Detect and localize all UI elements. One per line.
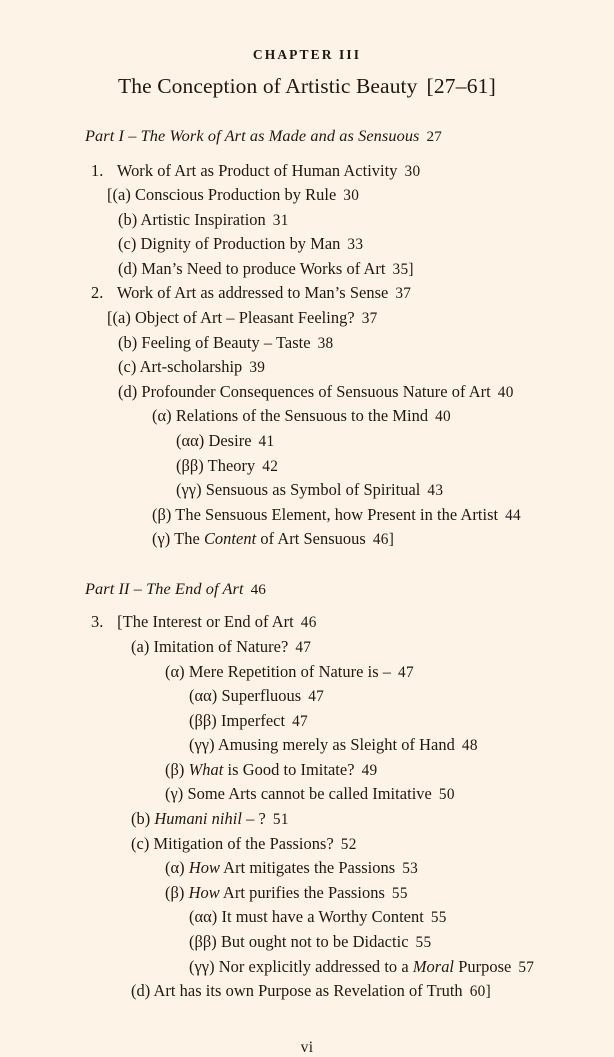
toc-entry-page: 48: [461, 737, 478, 755]
toc-entry-page: 38: [317, 334, 334, 352]
toc-entry-marker: (ββ): [189, 710, 217, 730]
toc-entry[interactable]: [0, 503, 614, 528]
toc-entry-title: Profounder Consequences of Sensuous Nature of Art: [141, 381, 491, 401]
toc-entry-title-part: is Good to Imitate?: [223, 759, 355, 779]
toc-entry-title: Work of Art as Product of Human Activity: [116, 160, 398, 180]
toc-entry-marker: (αα): [176, 431, 205, 451]
part-2-page: 46: [250, 581, 266, 599]
toc-entry-title: [189, 858, 395, 877]
toc-entry-title: [189, 760, 355, 779]
toc-entry-page: 41: [258, 433, 275, 451]
part-1-heading: [0, 98, 614, 144]
toc-entry-marker: (ββ): [189, 932, 217, 952]
toc-entry-title: Man’s Need to produce Works of Art: [141, 258, 386, 278]
toc-entry[interactable]: [0, 331, 614, 356]
toc-entry-page: 52: [340, 835, 357, 853]
toc-entry-page: 47: [308, 688, 325, 706]
toc-entry[interactable]: [0, 232, 614, 257]
toc-entry-title-part: – ?: [242, 809, 266, 829]
toc-entry-marker: (α): [165, 858, 185, 878]
toc-entry[interactable]: [0, 955, 614, 980]
toc-entry[interactable]: [0, 832, 614, 857]
toc-entry-page: 40: [435, 408, 451, 426]
toc-entry-title-part: Art mitigates the Passions: [219, 858, 396, 878]
toc-entry-title: [174, 529, 366, 548]
toc-entry-marker: (d): [118, 381, 138, 401]
toc-entry-page: 53: [402, 860, 419, 878]
chapter-title: [0, 62, 614, 99]
part-1-heading-text: Part I – The Work of Art as Made and as Sensuous: [85, 126, 420, 146]
toc-entry-title-part: The: [174, 529, 204, 549]
toc-entry-title: Some Arts cannot be called Imitative: [187, 784, 432, 804]
toc-entry-title-emphasis: What: [188, 759, 224, 779]
toc-entry-marker: (d): [131, 981, 151, 1001]
toc-entry-marker: (γ): [165, 784, 184, 804]
toc-entry-marker: (γγ): [189, 735, 215, 755]
toc-entry[interactable]: [0, 856, 614, 881]
toc-entry-marker: (b): [118, 209, 138, 229]
toc-entry-title: [154, 809, 265, 828]
toc-entry[interactable]: [0, 930, 614, 955]
toc-entry[interactable]: [0, 355, 614, 380]
part-2-heading-text: Part II – The End of Art: [85, 579, 244, 599]
toc-entry-title: Mitigation of the Passions?: [153, 833, 334, 853]
toc-entry[interactable]: [0, 660, 614, 685]
toc-entry[interactable]: [0, 380, 614, 405]
toc-entry[interactable]: [0, 733, 614, 758]
toc-entry-title: The Sensuous Element, how Present in the Artist: [175, 504, 499, 524]
toc-entry-title: Amusing merely as Sleight of Hand: [217, 735, 455, 755]
toc-entry-title: Theory: [207, 455, 256, 475]
toc-entry-page: 44: [505, 506, 522, 524]
toc-entry[interactable]: [0, 527, 614, 552]
toc-entry-marker: (γ): [152, 529, 171, 549]
toc-list-part-2: [0, 597, 614, 1004]
toc-entry-page: 55: [430, 909, 447, 927]
toc-entry-title: Desire: [208, 431, 252, 451]
toc-entry[interactable]: [0, 807, 614, 832]
toc-entry-title-part: Purpose: [454, 956, 512, 976]
toc-entry-page: 33: [347, 236, 364, 254]
toc-entry-page: 57: [518, 958, 535, 976]
toc-entry-page: 47: [295, 638, 312, 656]
page-folio: vi: [300, 1038, 314, 1056]
part-1-page: 27: [426, 128, 442, 146]
toc-entry[interactable]: [0, 454, 614, 479]
toc-entry[interactable]: [0, 478, 614, 503]
chapter-page-range: [27–61]: [426, 73, 496, 98]
toc-entry-title-part: of Art Sensuous: [256, 529, 366, 549]
toc-entry-marker: 1.: [91, 160, 104, 180]
toc-entry-title: It must have a Worthy Content: [221, 907, 424, 927]
toc-entry-title-emphasis: Moral: [412, 956, 455, 976]
toc-entry-title: Dignity of Production by Man: [140, 234, 341, 254]
toc-entry-title: Art has its own Purpose as Revelation of Truth: [153, 981, 463, 1001]
toc-entry-marker: (a): [131, 636, 150, 656]
toc-entry-page: 47: [292, 712, 309, 730]
toc-entry-title: Art-scholarship: [139, 357, 243, 377]
toc-entry-marker: [(a): [107, 185, 131, 205]
toc-entry-page: 46: [300, 614, 317, 632]
toc-entry-marker: (b): [131, 809, 151, 829]
toc-entry-title: Sensuous as Symbol of Spiritual: [205, 480, 421, 500]
toc-entry[interactable]: [0, 979, 614, 1004]
toc-entry-page: 37: [361, 310, 378, 328]
toc-entry-title-part: Nor explicitly addressed to a: [218, 956, 413, 976]
toc-entry-page: 51: [272, 811, 289, 829]
toc-entry-page: 37: [395, 285, 412, 303]
toc-entry-marker: (α): [152, 406, 172, 426]
toc-entry-marker: (ββ): [176, 455, 204, 475]
toc-entry-marker: (β): [165, 882, 185, 902]
toc-entry[interactable]: [0, 306, 614, 331]
toc-entry-title-emphasis: Content: [203, 529, 257, 549]
toc-entry-page: 55: [391, 884, 408, 902]
toc-entry[interactable]: [0, 758, 614, 783]
toc-entry[interactable]: [0, 709, 614, 734]
toc-entry-page: 31: [272, 211, 289, 229]
toc-entry-page: 46]: [372, 531, 395, 549]
toc-entry-title: [219, 957, 512, 976]
toc-entry-title-part: Art purifies the Passions: [219, 882, 385, 902]
toc-entry-page: 49: [361, 761, 378, 779]
toc-entry-marker: (β): [152, 504, 172, 524]
toc-entry-title: Object of Art – Pleasant Feeling?: [135, 308, 355, 328]
toc-entry[interactable]: [0, 635, 614, 660]
toc-entry-title-emphasis: How: [188, 858, 220, 878]
toc-entry-title: [189, 883, 385, 902]
toc-entry-title: Conscious Production by Rule: [135, 185, 337, 205]
toc-entry-title: [The Interest or End of Art: [117, 612, 294, 632]
toc-entry-marker: [(a): [107, 308, 131, 328]
part-2-heading: [0, 552, 614, 597]
toc-entry-marker: (γγ): [189, 956, 215, 976]
toc-entry[interactable]: [0, 782, 614, 807]
toc-entry[interactable]: [0, 281, 614, 306]
toc-entry[interactable]: [0, 183, 614, 208]
toc-entry-page: 35]: [392, 260, 414, 278]
toc-entry-page: 42: [262, 457, 279, 475]
toc-entry-title: Superfluous: [221, 686, 302, 706]
toc-entry-marker: (β): [165, 759, 185, 779]
toc-entry-marker: 2.: [91, 283, 104, 303]
toc-entry-marker: (α): [165, 661, 185, 681]
toc-entry-marker: (d): [118, 258, 138, 278]
toc-entry[interactable]: [0, 404, 614, 429]
toc-entry-page: 43: [427, 482, 444, 500]
chapter-title-text: The Conception of Artistic Beauty: [118, 73, 418, 98]
toc-entry-marker: (c): [131, 833, 150, 853]
toc-entry[interactable]: [0, 429, 614, 454]
toc-entry-title: Mere Repetition of Nature is –: [188, 661, 392, 681]
toc-entry-title: Imitation of Nature?: [153, 636, 289, 656]
toc-entry[interactable]: [0, 208, 614, 233]
toc-entry-title: Relations of the Sensuous to the Mind: [175, 406, 429, 426]
toc-entry-title-emphasis: How: [188, 882, 220, 902]
toc-entry-page: 50: [438, 786, 455, 804]
toc-entry-page: 39: [249, 359, 266, 377]
toc-entry[interactable]: [0, 257, 614, 282]
toc-entry-page: 55: [415, 934, 432, 952]
chapter-label: CHAPTER III: [252, 47, 362, 62]
toc-entry[interactable]: [0, 597, 614, 635]
toc-entry-marker: (γγ): [176, 480, 202, 500]
toc-entry-marker: (αα): [189, 907, 218, 927]
toc-entry-marker: 3.: [91, 612, 104, 632]
toc-entry-title: Work of Art as addressed to Man’s Sense: [116, 283, 389, 303]
toc-entry-page: 60]: [469, 983, 491, 1001]
toc-entry-title: Artistic Inspiration: [140, 209, 266, 229]
toc-entry-title: Imperfect: [220, 710, 286, 730]
toc-entry-title: But ought not to be Didactic: [220, 932, 409, 952]
toc-entry[interactable]: [0, 145, 614, 184]
toc-entry-marker: (c): [118, 234, 137, 254]
toc-entry-page: 30: [404, 162, 421, 180]
toc-entry-marker: (c): [118, 357, 137, 377]
toc-entry[interactable]: [0, 684, 614, 709]
toc-entry[interactable]: [0, 905, 614, 930]
toc-entry[interactable]: [0, 881, 614, 906]
toc-entry-title-emphasis: Humani nihil: [154, 809, 242, 829]
toc-entry-page: 30: [343, 187, 360, 205]
toc-list-part-1: [0, 145, 614, 553]
toc-entry-marker: (αα): [189, 686, 218, 706]
toc-entry-marker: (b): [118, 332, 138, 352]
toc-entry-title: Feeling of Beauty – Taste: [141, 332, 311, 352]
toc-entry-page: 47: [398, 663, 414, 681]
toc-entry-page: 40: [497, 383, 514, 401]
